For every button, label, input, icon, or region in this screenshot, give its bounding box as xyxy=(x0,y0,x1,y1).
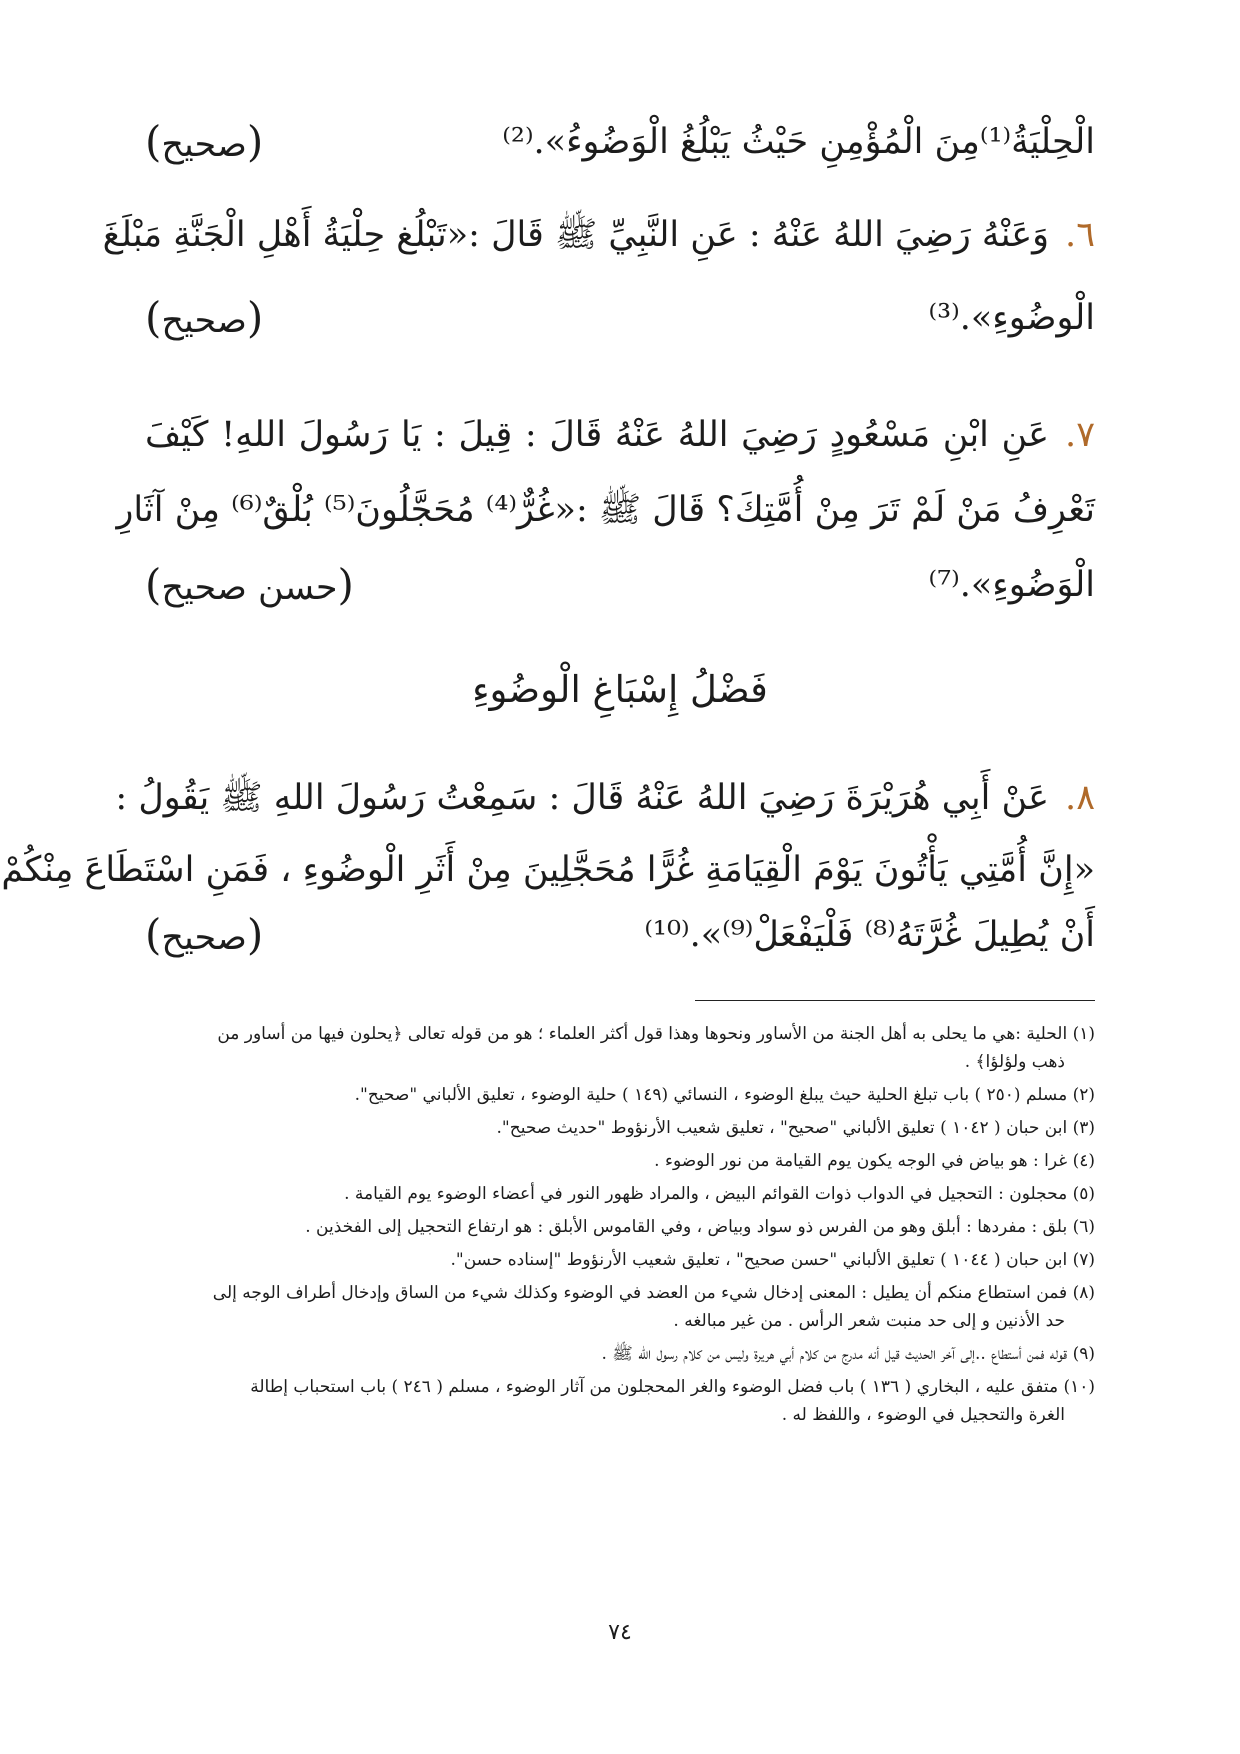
footnote: (٧) ابن حبان ( ١٠٤٤ ) تعليق الألباني "حسن صحيح" ، تعليق شعيب الأرنؤوط "إسناده حسن". xyxy=(450,1250,1095,1270)
hadith-line: الْوَضُوءِ».⁽⁷⁾ xyxy=(928,565,1095,605)
page-number: ٧٤ xyxy=(608,1620,632,1645)
hadith-line: «إِنَّ أُمَّتِي يَأْتُونَ يَوْمَ الْقِيَامَةِ غُرًّا مُحَجَّلِينَ مِنْ أَثَرِ الْوضُوءِ ، فَمَنِ اسْتَطَاعَ مِنْكُمْ xyxy=(1,850,1095,890)
footnote-continuation: حد الأذنين و إلى حد منبت شعر الرأس . من غير مبالغه . xyxy=(673,1311,1065,1331)
hadith-line: الْحِلْيَةُ⁽¹⁾مِنَ الْمُؤْمِنِ حَيْثُ يَبْلُغُ الْوَضُوءُ».⁽²⁾ xyxy=(502,122,1095,162)
hadith-grade: (حسن صحيح) xyxy=(145,560,354,609)
footnote: (٥) محجلون : التحجيل في الدواب ذوات القوائم البيض ، والمراد ظهور النور في أعضاء الوضوء يوم القيامة . xyxy=(344,1184,1095,1204)
footnote: (٤) غرا : هو بياض في الوجه يكون يوم القيامة من نور الوضوء . xyxy=(654,1151,1095,1171)
footnote: (٣) ابن حبان ( ١٠٤٢ ) تعليق الألباني "صحيح" ، تعليق شعيب الأرنؤوط "حديث صحيح". xyxy=(496,1118,1095,1138)
footnote: (٩) قوله فمن أستطاع ..إلى آخر الحديث قيل أنه مدرج من كلام أبي هريرة وليس من كلام رسول الله ﷺ . xyxy=(601,1344,1095,1364)
hadith-line: ٦.وَعَنْهُ رَضِيَ اللهُ عَنْهُ : عَنِ النَّبِيِّ ﷺ قَالَ :«تَبْلُغ حِلْيَةُ أَهْلِ الْجَنَّةِ مَبْلَغَ xyxy=(102,215,1095,255)
footnote: (٢) مسلم (٢٥٠ ) باب تبلغ الحلية حيث يبلغ الوضوء ، النسائي (١٤٩ ) حلية الوضوء ، تعليق الألباني "صحيح". xyxy=(354,1085,1095,1105)
hadith-number: ٨. xyxy=(1065,778,1095,818)
footnote-continuation: الغرة والتحجيل في الوضوء ، واللفظ له . xyxy=(781,1405,1065,1425)
hadith-line: أَنْ يُطِيلَ غُرَّتَهُ⁽⁸⁾ فَلْيَفْعَلْ⁽⁹⁾».⁽¹⁰⁾ xyxy=(644,915,1095,955)
footnote: (١) الحلية :هي ما يحلى به أهل الجنة من الأساور ونحوها وهذا قول أكثر العلماء ؛ هو من قوله تعالى ﴿يحلون فيها من أساور من xyxy=(217,1024,1095,1044)
hadith-line: ٧.عَنِ ابْنِ مَسْعُودٍ رَضِيَ اللهُ عَنْهُ قَالَ : قِيلَ : يَا رَسُولَ اللهِ! كَيْفَ xyxy=(145,415,1095,455)
footnote: (٦) بلق : مفردها : أبلق وهو من الفرس ذو سواد وبياض ، وفي القاموس الأبلق : هو ارتفاع التحجيل إلى الفخذين . xyxy=(305,1217,1095,1237)
footnote: (١٠) متفق عليه ، البخاري ( ١٣٦ ) باب فضل الوضوء والغر المحجلون من آثار الوضوء ، مسلم ( ٢٤٦ ) باب استحباب إطالة xyxy=(250,1377,1095,1397)
footnote: (٨) فمن استطاع منكم أن يطيل : المعنى إدخال شيء من العضد في الوضوء وكذلك شيء من الساق وإدخال أطراف الوجه إلى xyxy=(212,1283,1095,1303)
hadith-number: ٧. xyxy=(1065,415,1095,455)
hadith-grade: (صحيح) xyxy=(145,117,264,166)
hadith-grade: (صحيح) xyxy=(145,910,264,959)
footnote-continuation: ذهب ولؤلؤا﴾ . xyxy=(964,1052,1065,1072)
hadith-grade: (صحيح) xyxy=(145,293,264,342)
section-heading: فَضْلُ إِسْبَاغِ الْوضُوءِ xyxy=(472,668,768,711)
footnote-divider xyxy=(695,1000,1095,1001)
hadith-line: تَعْرِفُ مَنْ لَمْ تَرَ مِنْ أُمَّتِكَ؟ قَالَ ﷺ :«غُرٌّ⁽⁴⁾ مُحَجَّلُونَ⁽⁵⁾ بُلْقٌ⁽⁶⁾ مِنْ آثَارِ xyxy=(116,490,1095,530)
hadith-line: الْوضُوءِ».⁽³⁾ xyxy=(928,298,1095,338)
hadith-line: ٨.عَنْ أَبِي هُرَيْرَةَ رَضِيَ اللهُ عَنْهُ قَالَ : سَمِعْتُ رَسُولَ اللهِ ﷺ يَقُولُ : xyxy=(115,778,1095,818)
hadith-number: ٦. xyxy=(1065,215,1095,255)
